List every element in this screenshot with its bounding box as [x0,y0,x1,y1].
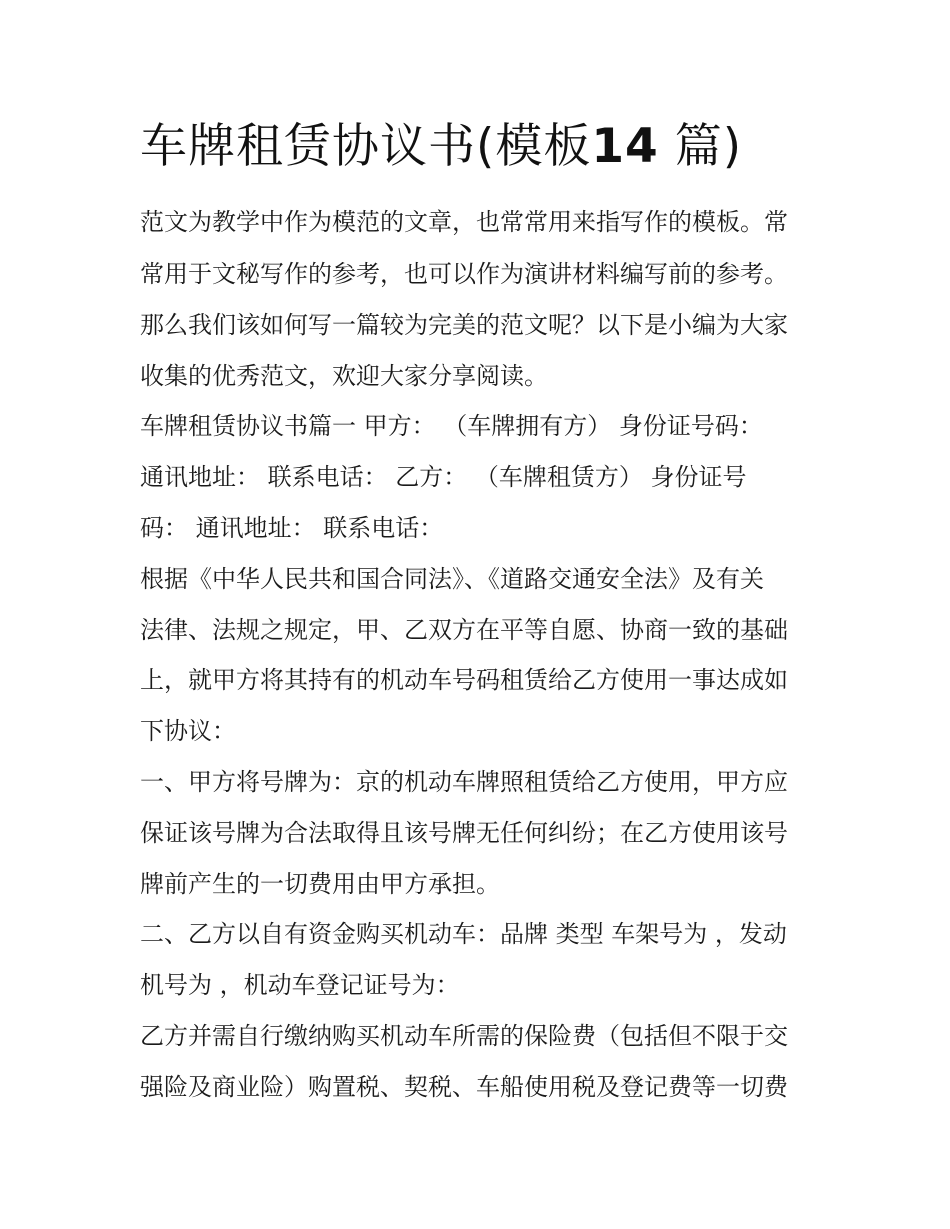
body-line: 二、乙方以自有资金购买机动车：品牌 类型 车架号为 ，发动 [140,920,787,948]
body-line: 车牌租赁协议书篇一 甲方： （车牌拥有方） 身份证号码： [140,412,763,440]
body-line: 保证该号牌为合法取得且该号牌无任何纠纷；在乙方使用该号 [140,819,788,847]
body-line: 强险及商业险）购置税、契税、车船使用税及登记费等一切费 [140,1073,788,1101]
body-line: 根据《中华人民共和国合同法》、《道路交通安全法》及有关 [140,565,764,593]
body-line: 下协议： [140,717,236,745]
body-line: 码： 通讯地址： 联系电话： [140,514,444,542]
body-line: 机号为 ，机动车登记证号为： [140,971,460,999]
body-line: 收集的优秀范文，欢迎大家分享阅读。 [140,362,548,390]
body-line: 一、甲方将号牌为：京的机动车牌照租赁给乙方使用，甲方应 [140,768,788,796]
body-line: 乙方并需自行缴纳购买机动车所需的保险费（包括但不限于交 [140,1022,788,1050]
body-line: 法律、法规之规定，甲、乙双方在平等自愿、协商一致的基础 [140,616,788,644]
body-line: 常用于文秘写作的参考，也可以作为演讲材料编写前的参考。 [140,260,788,288]
body-line: 通讯地址： 联系电话： 乙方： （车牌租赁方） 身份证号 [140,463,747,491]
title-suffix: 篇) [674,119,743,174]
page-title [140,112,742,182]
title-text: 车牌租赁协议书(模板 [140,119,592,174]
body-line: 上，就甲方将其持有的机动车号码租赁给乙方使用一事达成如 [140,666,788,694]
body-line: 范文为教学中作为模范的文章，也常常用来指写作的模板。常 [140,208,788,236]
body-line: 牌前产生的一切费用由甲方承担。 [140,870,500,898]
title-number: 14 [591,119,659,174]
body-line: 那么我们该如何写一篇较为完美的范文呢？以下是小编为大家 [140,311,788,339]
